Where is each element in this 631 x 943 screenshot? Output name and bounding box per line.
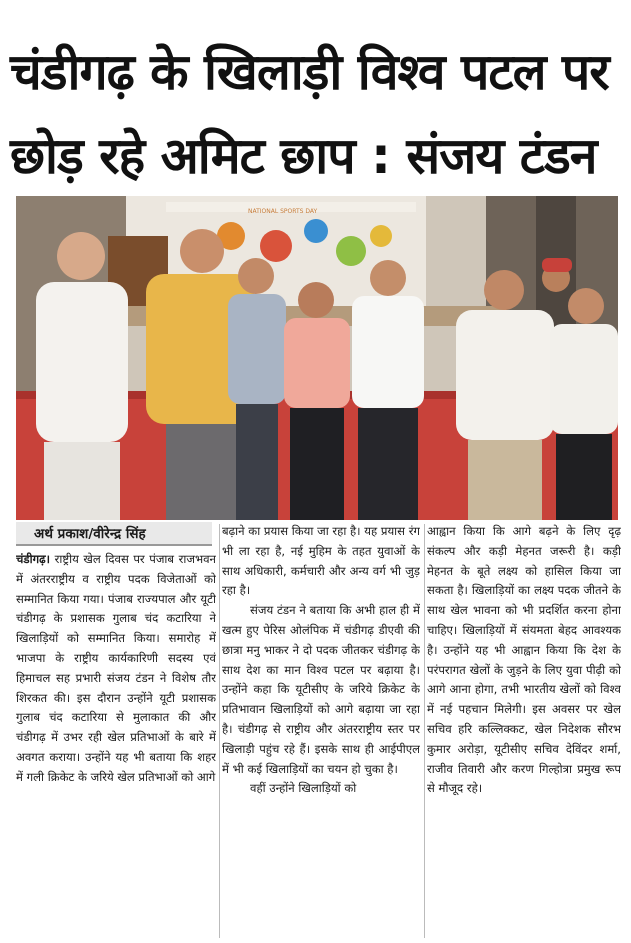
byline: अर्थ प्रकाश/वीरेन्द्र सिंह (16, 522, 212, 546)
paragraph: संजय टंडन ने बताया कि अभी हाल ही में खत्म हुए पेरिस ओलंपिक में चंडीगढ़ डीएवी की छात्रा मनु भाकर ने दो पदक जीतकर चंडीगढ़ के साथ देश का मान विश्व पटल पर बढ़ाया है। उन्होंने कहा कि यूटीसीए के जरिये क्रिकेट के प्रतिभावान खिलाड़ियों को आगे बढ़ाया जा रहा है। चंडीगढ़ से राष्ट्रीय और अंतरराष्ट्रीय स्तर पर खिलाड़ी पहुंच रहे हैं। इसके साथ ही आईपीएल में भी कई खिलाड़ियों का चयन हो चुका है। (222, 603, 420, 776)
headline (10, 30, 622, 198)
column-divider (219, 524, 220, 938)
group-photo-illustration (16, 196, 618, 520)
headline-line-2: छोड़ रहे अमिट छाप : संजय टंडन (10, 127, 597, 185)
headline-line-1: चंडीगढ़ के खिलाड़ी विश्व पटल पर (10, 43, 609, 101)
news-photo (16, 196, 618, 520)
banner-text: NATIONAL SPORTS DAY (248, 208, 318, 215)
paragraph (16, 550, 216, 788)
article-column-1 (16, 550, 216, 942)
column-divider (424, 524, 425, 938)
paragraph: बढ़ाने का प्रयास किया जा रहा है। यह प्रयास रंग भी ला रहा है, नई मुहिम के तहत युवाओं के साथ अधिकारी, कर्मचारी और अन्य वर्ग भी जुड़ रहा है। (222, 524, 420, 598)
paragraph: वहीं उन्होंने खिलाड़ियों को (250, 781, 357, 796)
article-column-3 (427, 522, 621, 942)
paragraph-text: राष्ट्रीय खेल दिवस पर पंजाब राजभवन में अंतरराष्ट्रीय व राष्ट्रीय पदक विजेताओं को सम्मानित किया गया। पंजाब राज्यपाल और यूटी चंडीगढ़ के प्रशासक गुलाब चंद कटारिया ने खिलाड़ियों को सम्मानित किया। समारोह में भाजपा के राष्ट्रीय कार्यकारिणी सदस्य एवं हिमाचल सह प्रभारी संजय टंडन ने विशेष तौर शिरकत की। इस दौरान उन्होंने यूटी प्रशासक गुलाब चंद कटारिया से मुलाकात की और चंडीगढ़ में उभर रही खेल प्रतिभाओं के बारे में अवगत कराया। उन्होंने यह भी बताया कि शहर में गली क्रिकेट के जरिये खेल प्रतिभाओं को आगे (16, 552, 216, 784)
article-column-2 (222, 522, 420, 942)
paragraph: आह्वान किया कि आगे बढ़ने के लिए दृढ़ संकल्प और कड़ी मेहनत जरूरी है। कड़ी मेहनत के बूते लक्ष्य को हासिल किया जा सकता है। खिलाड़ियों का लक्ष्य पदक जीतने के साथ खेल भावना को भी प्रदर्शित करना होना चाहिए। खिलाड़ियों में संयमता बेहद आवश्यक है। उन्होंने यह भी आह्वान किया कि देश के परंपरागत खेलों के जुड़ने के लिए युवा पीढ़ी को आगे आना होगा, तभी भारतीय खेलों को विश्व में नई पहचान मिलेगी। इस अवसर पर खेल सचिव हरि कल्लिक्कट, खेल निदेशक सौरभ कुमार अरोड़ा, यूटीसीए सचिव देविंदर शर्मा, राजीव तिवारी और करण गिल्होत्रा प्रमुख रूप से मौजूद रहे। (427, 524, 621, 796)
dateline: चंडीगढ़। (16, 552, 51, 566)
